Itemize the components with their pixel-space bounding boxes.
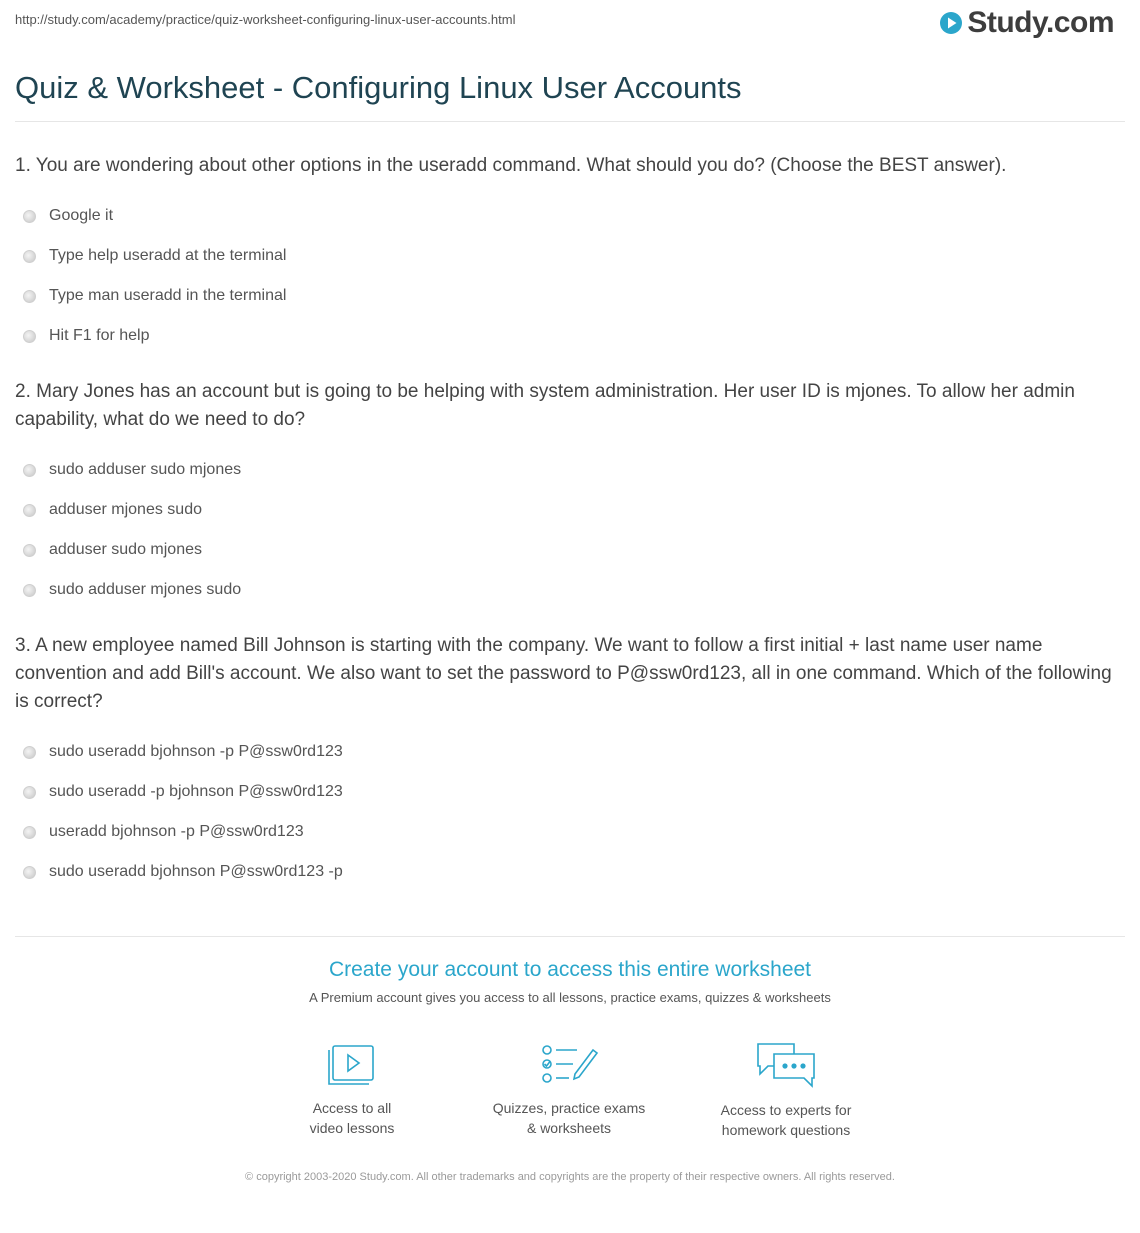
signup-cta — [0, 958, 1140, 1005]
study-logo[interactable] — [939, 6, 1114, 40]
feature-video-lessons — [252, 1040, 452, 1138]
cta-subtitle: A Premium account gives you access to all lessons, practice exams, quizzes & worksheets — [309, 990, 831, 1005]
radio-icon[interactable] — [23, 746, 36, 759]
option-label: sudo adduser mjones sudo — [49, 581, 242, 598]
option-label: Hit F1 for help — [49, 327, 150, 344]
feature-label: homework questions — [721, 1122, 851, 1138]
answer-option[interactable] — [15, 732, 1125, 772]
option-label: adduser mjones sudo — [49, 501, 202, 518]
answer-option[interactable] — [15, 450, 1125, 490]
radio-icon[interactable] — [23, 544, 36, 557]
quiz-checklist-icon — [539, 1040, 599, 1088]
option-label: adduser sudo mjones — [49, 541, 202, 558]
feature-label: Quizzes, practice exams — [492, 1100, 646, 1116]
page-title: Quiz & Worksheet - Configuring Linux User Accounts — [15, 70, 742, 105]
feature-label: Access to experts for — [720, 1102, 852, 1118]
logo-text: Study.com — [967, 6, 1114, 39]
answer-option[interactable] — [15, 236, 1125, 276]
radio-icon[interactable] — [23, 584, 36, 597]
question-text: 3. A new employee named Bill Johnson is starting with the company. We want to follow a first initial + last name user name convention and add Bill's account. We also want to set the password to P@ssw0rd123, all in one command. Which of the following is correct? — [15, 635, 1112, 712]
answer-option[interactable] — [15, 852, 1125, 892]
cta-divider — [15, 936, 1125, 937]
question-text: 1. You are wondering about other options in the useradd command. What should you do? (Choose the BEST answer). — [15, 155, 1007, 176]
question-text: 2. Mary Jones has an account but is going to be helping with system administration. Her user ID is mjones. To allow her admin capability, what do we need to do? — [15, 381, 1075, 430]
create-account-link[interactable]: Create your account to access this entire worksheet — [328, 958, 812, 981]
play-logo-icon — [939, 11, 963, 35]
video-lesson-icon — [325, 1040, 379, 1088]
radio-icon[interactable] — [23, 210, 36, 223]
radio-icon[interactable] — [23, 786, 36, 799]
radio-icon[interactable] — [23, 250, 36, 263]
feature-label: & worksheets — [526, 1120, 612, 1136]
header-divider — [15, 121, 1125, 122]
radio-icon[interactable] — [23, 866, 36, 879]
chat-bubbles-icon — [754, 1040, 818, 1090]
radio-icon[interactable] — [23, 826, 36, 839]
radio-icon[interactable] — [23, 504, 36, 517]
question-3 — [15, 632, 1125, 892]
option-label: Google it — [49, 207, 114, 224]
premium-features — [0, 1040, 1140, 1150]
option-label: Type help useradd at the terminal — [49, 247, 287, 264]
quiz-questions — [15, 152, 1125, 914]
radio-icon[interactable] — [23, 330, 36, 343]
answer-option[interactable] — [15, 316, 1125, 356]
question-2 — [15, 378, 1125, 610]
answer-option[interactable] — [15, 490, 1125, 530]
option-label: useradd bjohnson -p P@ssw0rd123 — [49, 823, 304, 840]
feature-label: Access to all — [312, 1100, 392, 1116]
option-label: Type man useradd in the terminal — [49, 287, 287, 304]
answer-option[interactable] — [15, 530, 1125, 570]
answer-option[interactable] — [15, 276, 1125, 316]
feature-label: video lessons — [309, 1120, 395, 1136]
option-label: sudo useradd bjohnson -p P@ssw0rd123 — [49, 743, 343, 760]
radio-icon[interactable] — [23, 290, 36, 303]
answer-option[interactable] — [15, 772, 1125, 812]
option-label: sudo useradd bjohnson P@ssw0rd123 -p — [49, 863, 343, 880]
option-label: sudo adduser sudo mjones — [49, 461, 242, 478]
answer-option[interactable] — [15, 196, 1125, 236]
answer-option[interactable] — [15, 570, 1125, 610]
feature-experts — [686, 1040, 886, 1140]
feature-quizzes — [469, 1040, 669, 1138]
question-1 — [15, 152, 1125, 356]
option-label: sudo useradd -p bjohnson P@ssw0rd123 — [49, 783, 343, 800]
radio-icon[interactable] — [23, 464, 36, 477]
answer-option[interactable] — [15, 812, 1125, 852]
page-url: http://study.com/academy/practice/quiz-worksheet-configuring-linux-user-accounts.html — [15, 12, 516, 27]
copyright-footer: © copyright 2003-2020 Study.com. All other trademarks and copyrights are the property of their respective owners. All rights reserved. — [245, 1171, 895, 1183]
